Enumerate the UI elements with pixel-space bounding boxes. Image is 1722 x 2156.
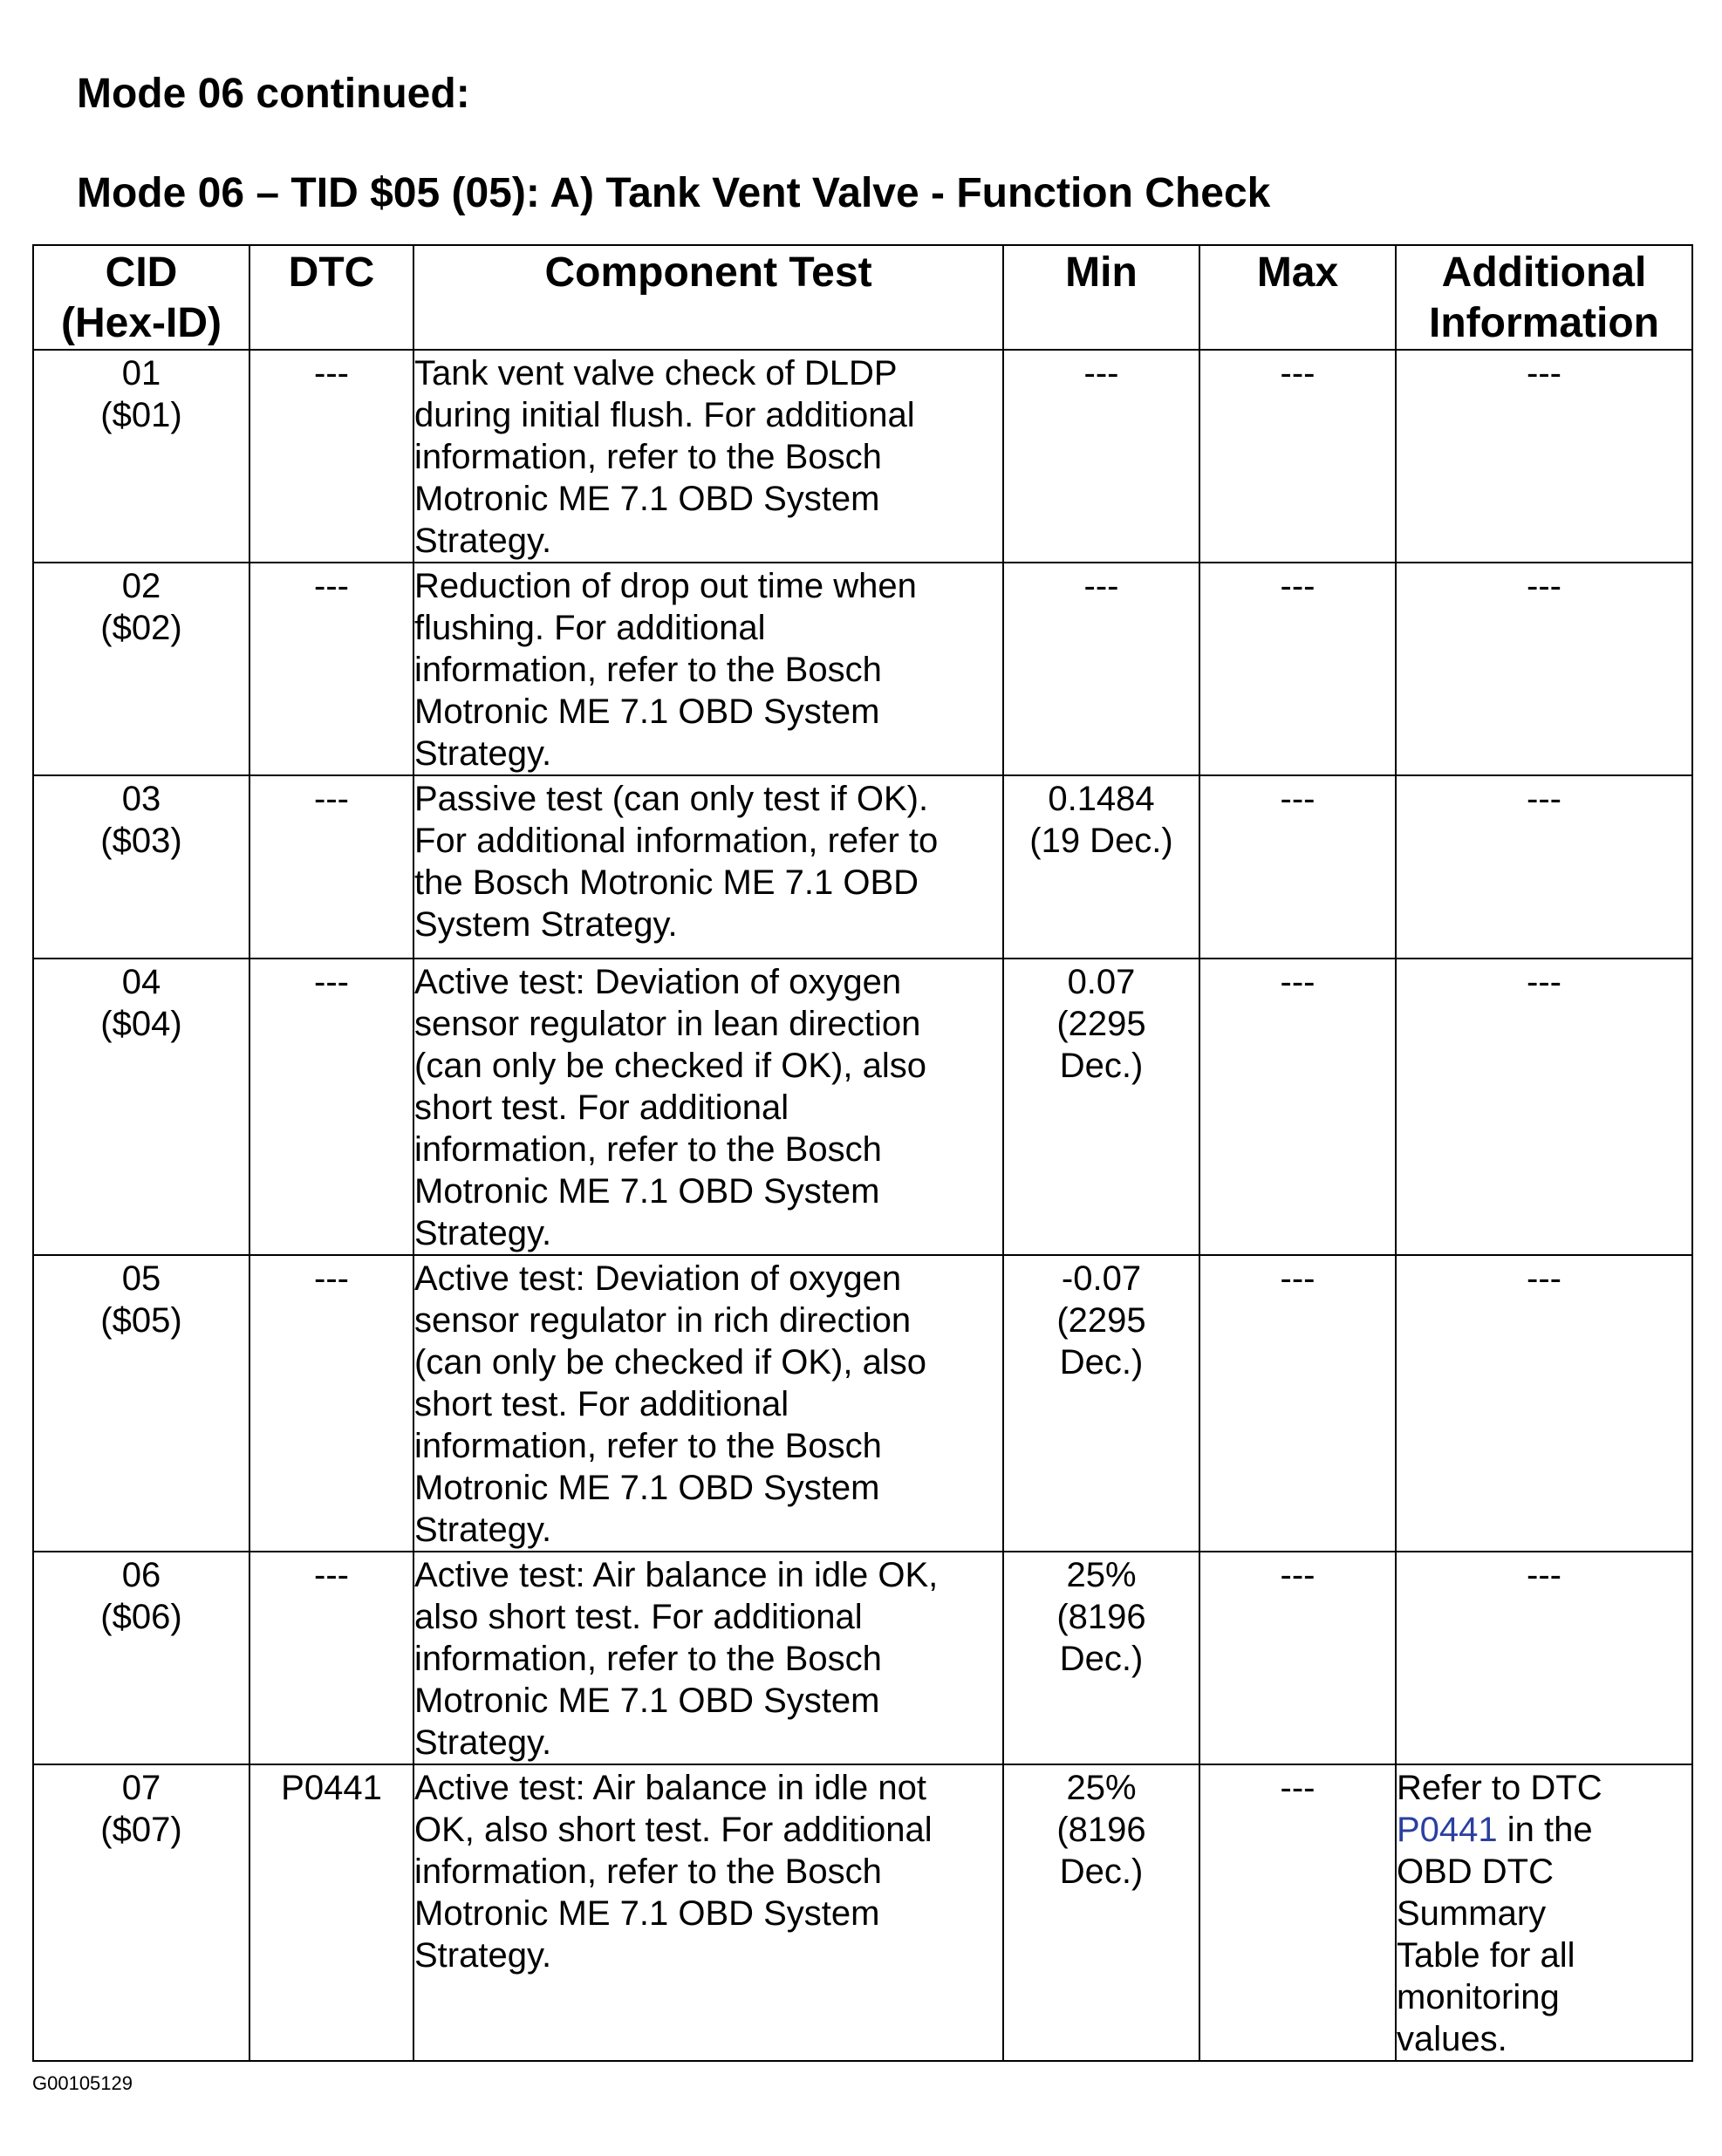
header-additional-line2: Information — [1429, 300, 1659, 346]
additional-info-cell: --- — [1396, 1552, 1692, 1764]
max-cell: --- — [1199, 775, 1396, 959]
cid-cell — [33, 563, 249, 775]
dtc-cell: --- — [249, 775, 413, 959]
test-line: Active test: Air balance in idle not — [414, 1769, 926, 1807]
test-line: Active test: Deviation of oxygen — [414, 1259, 902, 1298]
test-line: information, refer to the Bosch — [414, 438, 882, 476]
min-cell — [1003, 1552, 1199, 1764]
cid-value: 05 — [121, 1259, 161, 1298]
header-cid-line2: (Hex-ID) — [60, 300, 222, 346]
max-cell: --- — [1199, 1764, 1396, 2061]
info-line: Summary — [1397, 1894, 1547, 1933]
cid-value: 07 — [121, 1769, 161, 1807]
table-row — [33, 775, 1692, 959]
test-line: (can only be checked if OK), also — [414, 1047, 926, 1085]
min-value: (19 Dec.) — [1029, 822, 1173, 860]
component-test-cell — [413, 1255, 1003, 1552]
additional-info-cell: --- — [1396, 350, 1692, 563]
additional-info-cell: --- — [1396, 1255, 1692, 1552]
header-dtc: DTC — [249, 245, 413, 350]
info-line: Refer to DTC — [1397, 1769, 1602, 1807]
info-line: Table for all — [1397, 1936, 1575, 1975]
cid-value: 02 — [121, 567, 161, 605]
test-line: information, refer to the Bosch — [414, 1427, 882, 1465]
test-line: Passive test (can only test if OK). — [414, 780, 929, 818]
cid-value: 06 — [121, 1556, 161, 1594]
cid-cell — [33, 1552, 249, 1764]
hex-id-value: ($05) — [100, 1301, 182, 1340]
additional-info-cell: --- — [1396, 775, 1692, 959]
info-line-rest: in the — [1497, 1811, 1593, 1849]
test-line: Strategy. — [414, 1214, 552, 1252]
header-max: Max — [1199, 245, 1396, 350]
max-cell: --- — [1199, 1255, 1396, 1552]
test-line: System Strategy. — [414, 905, 678, 944]
min-cell — [1003, 350, 1199, 563]
figure-id: G00105129 — [32, 2072, 133, 2094]
test-line: Motronic ME 7.1 OBD System — [414, 1894, 880, 1933]
test-line: information, refer to the Bosch — [414, 1640, 882, 1678]
cid-value: 01 — [121, 354, 161, 392]
test-line: short test. For additional — [414, 1088, 789, 1127]
cid-cell — [33, 350, 249, 563]
table-row — [33, 1552, 1692, 1764]
test-line: Motronic ME 7.1 OBD System — [414, 1172, 880, 1211]
test-line: For additional information, refer to — [414, 822, 939, 860]
hex-id-value: ($07) — [100, 1811, 182, 1849]
test-line: also short test. For additional — [414, 1598, 863, 1636]
hex-id-value: ($01) — [100, 396, 182, 434]
hex-id-value: ($06) — [100, 1598, 182, 1636]
component-test-cell — [413, 1764, 1003, 2061]
hex-id-value: ($04) — [100, 1005, 182, 1043]
info-line: values. — [1397, 2020, 1507, 2058]
component-test-cell — [413, 775, 1003, 959]
test-line: Motronic ME 7.1 OBD System — [414, 693, 880, 731]
header-min: Min — [1003, 245, 1199, 350]
component-test-cell — [413, 959, 1003, 1255]
min-value: --- — [1083, 567, 1119, 605]
dtc-cell: P0441 — [249, 1764, 413, 2061]
min-value: 0.1484 — [1048, 780, 1155, 818]
min-value: 25% — [1066, 1556, 1137, 1594]
max-cell: --- — [1199, 563, 1396, 775]
info-line: monitoring — [1397, 1978, 1560, 2016]
test-line: Active test: Air balance in idle OK, — [414, 1556, 939, 1594]
cid-value: 03 — [121, 780, 161, 818]
test-line: Motronic ME 7.1 OBD System — [414, 1469, 880, 1507]
test-line: Motronic ME 7.1 OBD System — [414, 480, 880, 518]
test-line: information, refer to the Bosch — [414, 1130, 882, 1169]
test-line: flushing. For additional — [414, 609, 766, 647]
test-line: Strategy. — [414, 1723, 552, 1762]
cid-cell — [33, 1764, 249, 2061]
table-row — [33, 350, 1692, 563]
table-row — [33, 1764, 1692, 2061]
section-title: Mode 06 – TID $05 (05): A) Tank Vent Valve - Function Check — [77, 170, 1271, 216]
test-line: Strategy. — [414, 1936, 552, 1975]
max-cell: --- — [1199, 350, 1396, 563]
header-additional-line1: Additional — [1441, 249, 1647, 296]
test-line: Strategy. — [414, 522, 552, 560]
min-cell — [1003, 775, 1199, 959]
component-test-cell — [413, 1552, 1003, 1764]
header-cid — [33, 245, 249, 350]
test-line: sensor regulator in rich direction — [414, 1301, 912, 1340]
page-heading: Mode 06 continued: — [77, 71, 470, 117]
hex-id-value: ($02) — [100, 609, 182, 647]
min-value: 0.07 — [1067, 963, 1136, 1001]
test-line: Reduction of drop out time when — [414, 567, 917, 605]
test-line: Tank vent valve check of DLDP — [414, 354, 898, 392]
cid-cell — [33, 1255, 249, 1552]
min-value: (2295 — [1056, 1301, 1146, 1340]
min-cell — [1003, 563, 1199, 775]
mode06-test-table — [32, 244, 1693, 2062]
dtc-p0441-link[interactable]: P0441 — [1397, 1811, 1498, 1849]
dtc-cell: --- — [249, 1255, 413, 1552]
min-value: (8196 — [1056, 1811, 1146, 1849]
cid-cell — [33, 959, 249, 1255]
info-line: OBD DTC — [1397, 1852, 1554, 1891]
test-line: the Bosch Motronic ME 7.1 OBD — [414, 863, 919, 902]
dtc-cell: --- — [249, 1552, 413, 1764]
min-value: Dec.) — [1059, 1343, 1144, 1382]
min-value: Dec.) — [1059, 1047, 1144, 1085]
additional-info-cell — [1396, 1764, 1692, 2061]
component-test-cell — [413, 350, 1003, 563]
min-value: Dec.) — [1059, 1852, 1144, 1891]
min-value: (8196 — [1056, 1598, 1146, 1636]
min-cell — [1003, 1764, 1199, 2061]
test-line: Active test: Deviation of oxygen — [414, 963, 902, 1001]
max-cell: --- — [1199, 1552, 1396, 1764]
cid-cell — [33, 775, 249, 959]
min-value: Dec.) — [1059, 1640, 1144, 1678]
max-cell: --- — [1199, 959, 1396, 1255]
test-line: sensor regulator in lean direction — [414, 1005, 921, 1043]
test-line: Motronic ME 7.1 OBD System — [414, 1682, 880, 1720]
test-line: Strategy. — [414, 734, 552, 773]
min-value: -0.07 — [1061, 1259, 1142, 1298]
info-line — [1397, 1809, 1691, 1851]
test-line: OK, also short test. For additional — [414, 1811, 933, 1849]
table-header-row — [33, 245, 1692, 350]
test-line: information, refer to the Bosch — [414, 651, 882, 689]
min-cell — [1003, 959, 1199, 1255]
table-row — [33, 1255, 1692, 1552]
min-value: --- — [1083, 354, 1119, 392]
min-cell — [1003, 1255, 1199, 1552]
dtc-cell: --- — [249, 350, 413, 563]
cid-value: 04 — [121, 963, 161, 1001]
header-cid-line1: CID — [105, 249, 178, 296]
test-line: Strategy. — [414, 1511, 552, 1549]
dtc-cell: --- — [249, 959, 413, 1255]
header-component-test: Component Test — [413, 245, 1003, 350]
additional-info-cell: --- — [1396, 563, 1692, 775]
dtc-cell: --- — [249, 563, 413, 775]
min-value: (2295 — [1056, 1005, 1146, 1043]
test-line: information, refer to the Bosch — [414, 1852, 882, 1891]
test-line: during initial flush. For additional — [414, 396, 915, 434]
component-test-cell — [413, 563, 1003, 775]
test-line: short test. For additional — [414, 1385, 789, 1423]
test-line: (can only be checked if OK), also — [414, 1343, 926, 1382]
min-value: 25% — [1066, 1769, 1137, 1807]
table-row — [33, 563, 1692, 775]
header-additional-info — [1396, 245, 1692, 350]
table-row — [33, 959, 1692, 1255]
hex-id-value: ($03) — [100, 822, 182, 860]
additional-info-cell: --- — [1396, 959, 1692, 1255]
